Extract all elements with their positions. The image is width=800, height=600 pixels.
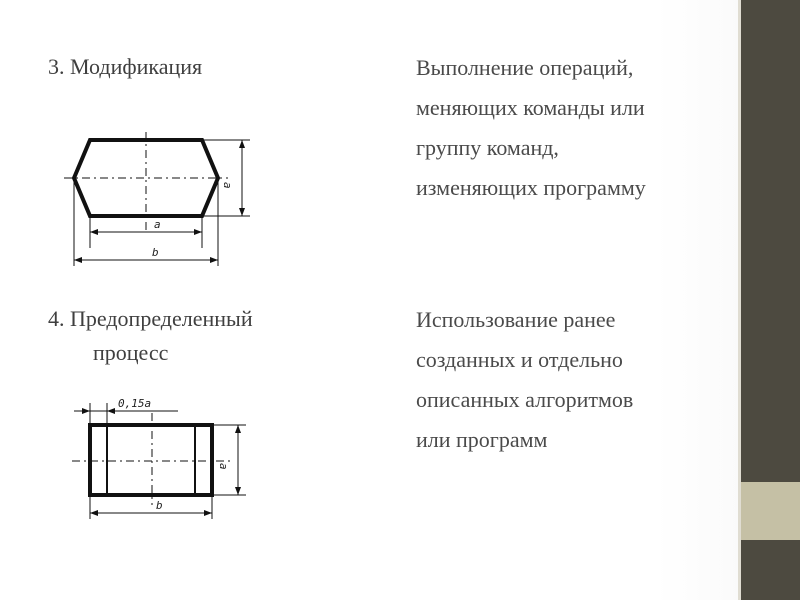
right-decorative-bar (738, 0, 800, 600)
item-4-title-line-2: процесс (93, 340, 169, 365)
item-4-title-line-1: 4. Предопределенный (48, 306, 253, 331)
offset-label: 0,15a (118, 397, 152, 410)
height-dimension-label: a (221, 182, 234, 189)
item-3-desc-line-2: меняющих команды или (416, 95, 645, 120)
item-4-desc-line-3: описанных алгоритмов (416, 387, 634, 412)
process-rectangle (90, 425, 212, 495)
right-bar-accent (741, 482, 800, 540)
modification-diagram (60, 120, 260, 280)
item-4-desc-line-1: Использование ранее (416, 307, 616, 332)
process-width-b-label: b (156, 499, 163, 512)
item-3-desc-line-1: Выполнение операций, (416, 55, 634, 80)
width-b-label: b (152, 246, 159, 259)
process-height-label: a (217, 463, 230, 470)
predefined-process-diagram (60, 385, 260, 525)
item-3-title: 3. Модификация (48, 54, 203, 79)
item-3-desc-line-3: группу команд, (416, 135, 559, 160)
item-4-desc-line-4: или программ (416, 427, 548, 452)
item-4-desc-line-2: созданных и отдельно (416, 347, 623, 372)
width-a-label: a (154, 218, 161, 231)
item-3-desc-line-4: изменяющих программу (416, 175, 646, 200)
